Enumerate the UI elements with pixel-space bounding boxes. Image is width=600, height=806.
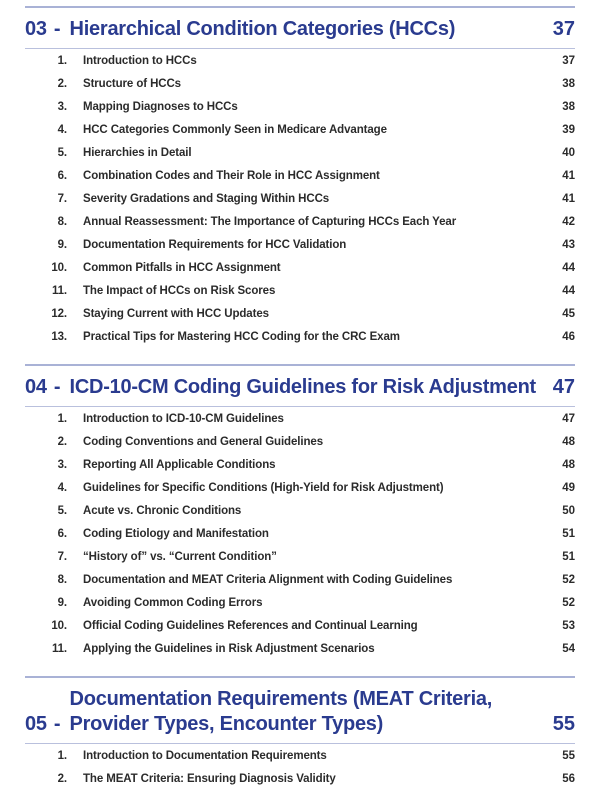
entry-number: 9. [57, 239, 67, 251]
toc-entry[interactable] [25, 436, 575, 459]
entry-title: Mapping Diagnoses to HCCs [83, 101, 238, 113]
toc-entry[interactable] [25, 193, 575, 216]
entry-page-number: 39 [562, 124, 575, 136]
section-separator: - [53, 18, 61, 40]
section-entry-list [25, 744, 575, 806]
entry-title: Coding Etiology and Manifestation [83, 528, 269, 540]
entry-number: 2. [57, 436, 67, 448]
toc-entry[interactable] [25, 505, 575, 528]
entry-page-number: 49 [562, 482, 575, 494]
entry-title: Documentation Requirements for HCC Validation [83, 239, 347, 251]
toc-entry[interactable] [25, 574, 575, 597]
toc-entry[interactable] [25, 482, 575, 505]
entry-number: 5. [57, 147, 67, 159]
toc-entry[interactable] [25, 773, 575, 796]
entry-page-number: 51 [562, 551, 575, 563]
entry-page-number: 48 [562, 459, 575, 471]
entry-page-number: 45 [562, 308, 575, 320]
entry-page-number: 50 [562, 505, 575, 517]
entry-title: HCC Categories Commonly Seen in Medicare Advantage [83, 124, 387, 136]
entry-title: Reporting All Applicable Conditions [83, 459, 276, 471]
section-title: ICD-10-CM Coding Guidelines for Risk Adjustment [69, 376, 536, 398]
toc-entry[interactable] [25, 262, 575, 285]
entry-title: Introduction to Documentation Requirements [83, 750, 327, 762]
entry-number: 2. [57, 78, 67, 90]
section-page-number: 55 [552, 713, 575, 735]
section-entry-list [25, 49, 575, 364]
section-heading[interactable] [25, 6, 575, 49]
entry-page-number: 37 [562, 55, 575, 67]
section-page-number: 37 [552, 18, 575, 40]
entry-title: Documentation and MEAT Criteria Alignment with Coding Guidelines [83, 574, 453, 586]
toc-entry[interactable] [25, 620, 575, 643]
toc-section [25, 6, 575, 364]
entry-number: 13. [51, 331, 67, 343]
section-title: Hierarchical Condition Categories (HCCs) [69, 18, 456, 40]
entry-page-number: 43 [562, 239, 575, 251]
entry-number: 11. [51, 643, 67, 655]
toc-entry[interactable] [25, 643, 575, 666]
section-entry-list [25, 407, 575, 676]
entry-number: 10. [51, 262, 67, 274]
toc-entry[interactable] [25, 170, 575, 193]
entry-title: The Impact of HCCs on Risk Scores [83, 285, 276, 297]
entry-page-number: 38 [562, 101, 575, 113]
entry-page-number: 52 [562, 574, 575, 586]
toc-entry[interactable] [25, 285, 575, 308]
entry-title: Official Coding Guidelines References and Continual Learning [83, 620, 418, 632]
toc-entry[interactable] [25, 147, 575, 170]
section-number: 04 [25, 376, 47, 398]
entry-page-number: 56 [562, 773, 575, 785]
entry-title: The MEAT Criteria: Ensuring Diagnosis Validity [83, 773, 336, 785]
toc-entry[interactable] [25, 308, 575, 331]
entry-page-number: 41 [562, 193, 575, 205]
toc-entry[interactable] [25, 331, 575, 354]
entry-title: “History of” vs. “Current Condition” [83, 551, 277, 563]
toc-entry[interactable] [25, 750, 575, 773]
entry-title: Introduction to ICD-10-CM Guidelines [83, 413, 284, 425]
entry-number: 12. [51, 308, 67, 320]
entry-title: Practical Tips for Mastering HCC Coding for the CRC Exam [83, 331, 400, 343]
section-title: Documentation Requirements (MEAT Criteria, Provider Types, Encounter Types) [69, 688, 493, 735]
toc-entry[interactable] [25, 413, 575, 436]
entry-number: 4. [57, 482, 67, 494]
entry-number: 8. [57, 574, 67, 586]
entry-number: 2. [57, 773, 67, 785]
entry-title: Guidelines for Specific Conditions (High-Yield for Risk Adjustment) [83, 482, 444, 494]
toc-entry[interactable] [25, 551, 575, 574]
section-separator: - [53, 713, 61, 735]
entry-page-number: 46 [562, 331, 575, 343]
toc-entry[interactable] [25, 216, 575, 239]
entry-title: Applying the Guidelines in Risk Adjustment Scenarios [83, 643, 375, 655]
toc-entry[interactable] [25, 78, 575, 101]
toc-entry[interactable] [25, 597, 575, 620]
section-number: 05 [25, 713, 47, 735]
entry-title: Common Pitfalls in HCC Assignment [83, 262, 281, 274]
entry-page-number: 38 [562, 78, 575, 90]
entry-page-number: 47 [562, 413, 575, 425]
entry-number: 1. [57, 413, 67, 425]
entry-number: 3. [57, 459, 67, 471]
toc-entry[interactable] [25, 124, 575, 147]
entry-number: 11. [51, 285, 67, 297]
toc-entry[interactable] [25, 101, 575, 124]
section-number: 03 [25, 18, 47, 40]
entry-page-number: 42 [562, 216, 575, 228]
entry-title: Acute vs. Chronic Conditions [83, 505, 242, 517]
toc-entry[interactable] [25, 459, 575, 482]
entry-number: 6. [57, 528, 67, 540]
toc-section [25, 364, 575, 676]
entry-number: 3. [57, 101, 67, 113]
entry-number: 10. [51, 620, 67, 632]
entry-title: Hierarchies in Detail [83, 147, 192, 159]
entry-title: Severity Gradations and Staging Within HCCs [83, 193, 330, 205]
entry-number: 1. [57, 750, 67, 762]
entry-page-number: 48 [562, 436, 575, 448]
entry-page-number: 41 [562, 170, 575, 182]
section-heading[interactable] [25, 364, 575, 407]
entry-title: Introduction to HCCs [83, 55, 197, 67]
entry-title: Coding Conventions and General Guidelines [83, 436, 323, 448]
entry-page-number: 54 [562, 643, 575, 655]
entry-title: Annual Reassessment: The Importance of Capturing HCCs Each Year [83, 216, 457, 228]
entry-number: 1. [57, 55, 67, 67]
entry-title: Combination Codes and Their Role in HCC Assignment [83, 170, 380, 182]
section-page-number: 47 [552, 376, 575, 398]
entry-number: 5. [57, 505, 67, 517]
toc-entry[interactable] [25, 239, 575, 262]
entry-page-number: 51 [562, 528, 575, 540]
entry-page-number: 44 [562, 262, 575, 274]
entry-number: 8. [57, 216, 67, 228]
entry-page-number: 44 [562, 285, 575, 297]
entry-number: 6. [57, 170, 67, 182]
toc-section [25, 676, 575, 806]
entry-number: 4. [57, 124, 67, 136]
entry-number: 9. [57, 597, 67, 609]
entry-number: 7. [57, 551, 67, 563]
section-separator: - [53, 376, 61, 398]
entry-number: 7. [57, 193, 67, 205]
entry-page-number: 40 [562, 147, 575, 159]
toc-entry[interactable] [25, 55, 575, 78]
toc-entry[interactable] [25, 528, 575, 551]
entry-page-number: 52 [562, 597, 575, 609]
section-heading[interactable] [25, 676, 575, 744]
entry-title: Staying Current with HCC Updates [83, 308, 269, 320]
entry-title: Avoiding Common Coding Errors [83, 597, 263, 609]
entry-page-number: 55 [562, 750, 575, 762]
entry-page-number: 53 [562, 620, 575, 632]
entry-title: Structure of HCCs [83, 78, 181, 90]
